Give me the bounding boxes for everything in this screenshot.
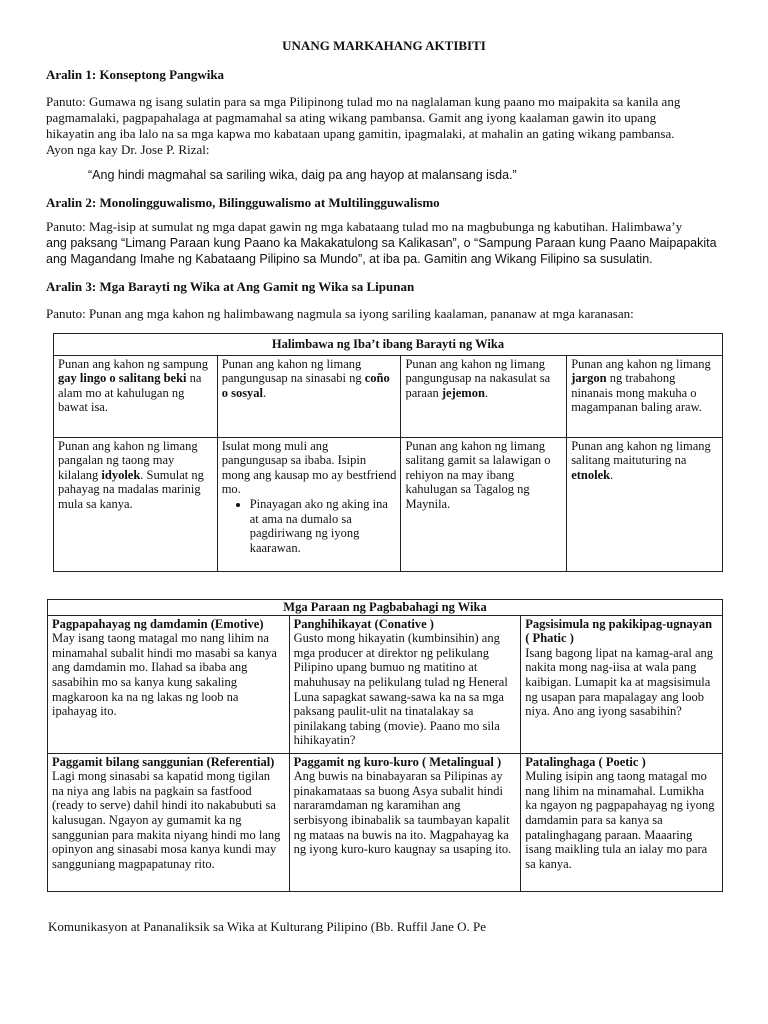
- jejemon-cell[interactable]: [401, 355, 567, 437]
- rizal-quote: “Ang hindi magmahal sa sariling wika, daig pa ang hayop at malansang isda.”: [88, 168, 517, 182]
- cell-text: .: [263, 385, 267, 400]
- bullet-item: • Pinayagan ako ng aking ina at ama na dumalo sa pagdiriwang ng iyong kaarawan.: [250, 497, 397, 555]
- referential-text: Lagi mong sinasabi sa kapatid mong tigilan na niya ang labis na pagkain sa fastfood (ready to serve) dahil hindi ito nakabubuti sa kalusugan. Ngayon ay gumamit ka ng sanggunian para makita niyang hindi mo lang opinyon ang sinasabi mosa kanya kundi may sangguniang magpapatunay rito.: [52, 769, 281, 871]
- barayti-table: [53, 333, 723, 572]
- cell-text: Punan ang kahon ng limang: [571, 356, 711, 371]
- page-title: UNANG MARKAHANG AKTIBITI: [282, 38, 486, 53]
- metalingual-cell[interactable]: [289, 753, 521, 891]
- pagbabahagi-table: [47, 599, 723, 892]
- cell-text: Isulat mong muli ang pangungusap sa ibaba. Isipin mong ang kausap mo ay bestfriend mo.: [221, 438, 397, 497]
- cono-sosyal-cell[interactable]: [217, 355, 401, 437]
- poetic-title: Patalinghaga ( Poetic ): [525, 754, 646, 769]
- aralin-1-line-3: hikayatin ang iba lalo na sa mga kapwa mo kabataan upang gamitin, ipagmalaki, at mahalin an gating wikang pambansa.: [46, 126, 675, 141]
- metalingual-title: Paggamit ng kuro-kuro ( Metalingual ): [293, 754, 502, 769]
- etnolek-cell[interactable]: [567, 437, 723, 571]
- aralin-1-heading: Aralin 1: Konseptong Pangwika: [46, 67, 225, 82]
- emotive-text: May isang taong matagal mo nang lihim na minamahal subalit hindi mo masabi sa kanya ang damdamin mo. Ilahad sa ibaba ang sasabihin mo sa kanya kung sakaling magkaroon ka na ng lakas ng loob na ipahayag ito.: [52, 631, 277, 719]
- aralin-3-instructions: Panuto: Punan ang mga kahon ng halimbawang nagmula sa iyong sariling kaalaman, pananaw at mga karanasan:: [46, 306, 634, 321]
- barayti-table-header: Halimbawa ng Iba’t ibang Barayti ng Wika: [54, 334, 723, 356]
- conative-text: Gusto mong hikayatin (kumbinsihin) ang mga producer at direktor ng pelikulang Pilipino upang bumuo ng matitino at mahuhusay na pelikulang tulad ng Heneral Luna sapagkat sawang-sawa ka na sa mga paksang paulit-ulit na tinatalakay sa pinilakang tabing (movie). Paano mo sila hihikayatin?: [293, 631, 508, 748]
- cell-text: . Sumulat ng pahayag na madalas marinig mula sa kanya.: [58, 467, 204, 511]
- aralin-3-heading: Aralin 3: Mga Barayti ng Wika at Ang Gamit ng Wika sa Lipunan: [46, 279, 415, 294]
- cell-text: na alam mo at kahulugan ng bawat isa.: [58, 371, 202, 415]
- bestfriend-rewrite-cell[interactable]: [217, 437, 401, 571]
- cell-keyword: jargon: [571, 371, 607, 386]
- aralin-2-line-3: ang Magandang Imahe ng Kabataang Pilipino sa Mundo”, at iba pa. Gamitin ang Wikang Filipino sa susulatin.: [46, 252, 653, 266]
- emotive-title: Pagpapahayag ng damdamin (Emotive): [52, 616, 264, 631]
- cell-text: .: [484, 385, 489, 400]
- phatic-text: Isang bagong lipat na kamag-aral ang nakita mong nag-iisa at wala pang kaibigan. Lumapit ka at magsisimula ng usapan para mapalagay ang loob niya. Ano ang iyong sasabihin?: [525, 645, 714, 719]
- cell-text: Punan ang kahon ng limang pangungusap na nakasulat sa paraan: [405, 356, 551, 400]
- cell-keyword: etnolek: [571, 467, 611, 482]
- poetic-cell[interactable]: [521, 753, 723, 891]
- aralin-1-line-2: pagmamalaki, pagpapahalaga at pagmamahal sa ating wikang pambansa. Gamit ang iyong kaalaman gawin ito upang: [46, 110, 657, 125]
- referential-title: Paggamit bilang sanggunian (Referential): [52, 754, 275, 769]
- cell-text: ng trabahong ninanais mong makuha o magampanan baling araw.: [571, 371, 702, 415]
- cell-keyword: jejemon: [441, 385, 485, 400]
- aralin-2-heading: Aralin 2: Monolingguwalismo, Bilingguwalismo at Multilingguwalismo: [46, 195, 440, 210]
- aralin-2-instructions: [46, 219, 736, 267]
- conative-cell[interactable]: [289, 615, 521, 753]
- idyolek-cell[interactable]: [54, 437, 218, 571]
- cell-text: Punan ang kahon ng limang pangalan ng taong may kilalang: [58, 438, 198, 482]
- cell-text: Punan ang kahon ng sampung: [58, 356, 208, 371]
- aralin-2-line-1: Panuto: Mag-isip at sumulat ng mga dapat gawin ng mga kabataang tulad mo na magbubunga ng kabutihan. Halimbawa’y: [46, 219, 683, 234]
- gay-lingo-cell[interactable]: [54, 355, 218, 437]
- cell-text: .: [610, 467, 614, 482]
- phatic-cell[interactable]: [521, 615, 723, 753]
- cell-keyword: gay lingo o salitang beki: [58, 371, 187, 386]
- poetic-text: Muling isipin ang taong matagal mo nang lihim na minamahal. Lumikha ka ngayon ng pagpapahayag ng iyong damdamin para sa kanya sa patalinghagang paraan. Maaaring isang maikling tula an ialay mo para sa kanya.: [525, 769, 715, 871]
- cell-keyword: idyolek: [101, 467, 141, 482]
- jargon-cell[interactable]: [567, 355, 723, 437]
- aralin-2-line-2: ang paksang “Limang Paraan kung Paano ka Makakatulong sa Kalikasan”, o “Sampung Paraan kung Paano Maipapakita: [46, 236, 717, 250]
- bullet-list: [222, 497, 397, 555]
- page-footer: Komunikasyon at Pananaliksik sa Wika at Kulturang Pilipino (Bb. Ruffil Jane O. Pe: [48, 919, 487, 934]
- aralin-1-instructions: [46, 94, 736, 158]
- lalawigan-cell[interactable]: Punan ang kahon ng limang salitang gamit sa lalawigan o rehiyon na may ibang kahulugan sa Tagalog ng Maynila.: [401, 437, 567, 571]
- pagbabahagi-table-header: Mga Paraan ng Pagbabahagi ng Wika: [48, 600, 723, 616]
- referential-cell[interactable]: [48, 753, 290, 891]
- cell-text: Punan ang kahon ng limang salitang maituturing na: [571, 438, 711, 468]
- conative-title: Panghihikayat (Conative ): [293, 616, 434, 631]
- aralin-1-line-4: Ayon nga kay Dr. Jose P. Rizal:: [46, 142, 210, 157]
- emotive-cell[interactable]: [48, 615, 290, 753]
- cell-keyword: coño o sosyal: [221, 371, 390, 400]
- cell-text: Punan ang kahon ng limang pangungusap na sinasabi ng: [221, 356, 365, 386]
- phatic-title: Pagsisimula ng pakikipag-ugnayan ( Phatic ): [525, 616, 713, 646]
- metalingual-text: Ang buwis na binabayaran sa Pilipinas ay pinakamataas sa buong Asya subalit hindi nararamdaman ng karamihan ang serbisyong ibinabalik sa taumbayan kapalit ng mataas na buwis na ito. Magpahayag ka ng iyong kuro-kuro kaugnay sa usaping ito.: [293, 769, 512, 857]
- aralin-1-line-1: Panuto: Gumawa ng isang sulatin para sa mga Pilipinong tulad mo na naglalaman kung paano mo maipakita sa kanila ang: [46, 94, 681, 109]
